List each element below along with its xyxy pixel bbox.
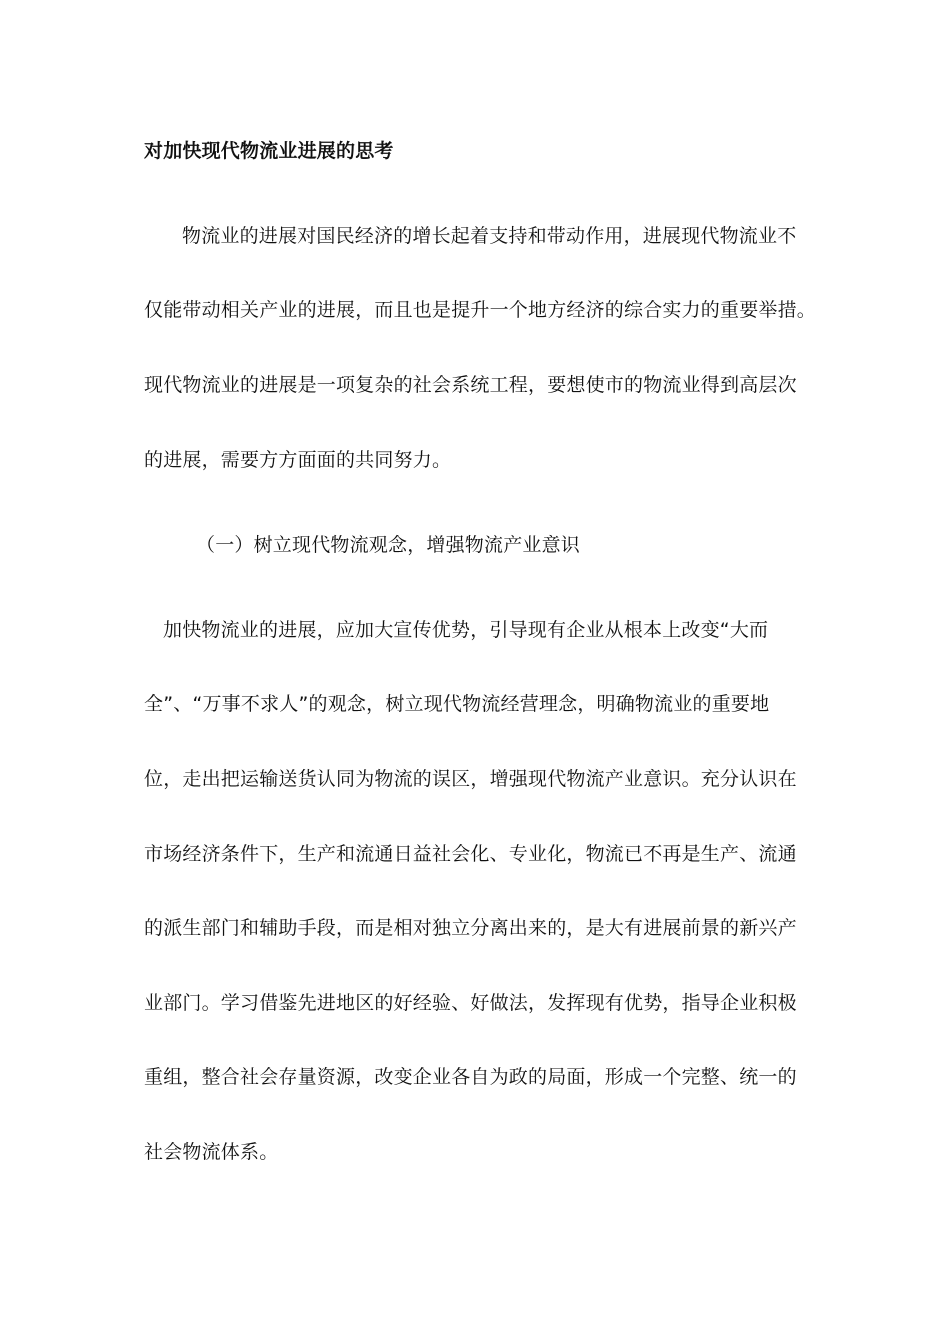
paragraph-line: 市场经济条件下，生产和流通日益社会化、专业化，物流已不再是生产、流通 — [144, 843, 797, 865]
paragraph-line: 加快物流业的进展，应加大宣传优势，引导现有企业从根本上改变“大而 — [163, 619, 769, 641]
paragraph-line: 全”、“万事不求人”的观念，树立现代物流经营理念，明确物流业的重要地 — [144, 693, 770, 715]
section-heading: （一）树立现代物流观念，增强物流产业意识 — [196, 534, 581, 556]
paragraph-line: 重组，整合社会存量资源，改变企业各自为政的局面，形成一个完整、统一的 — [144, 1066, 797, 1088]
paragraph-line: 的派生部门和辅助手段，而是相对独立分离出来的，是大有进展前景的新兴产 — [144, 917, 797, 939]
paragraph-line: 物流业的进展对国民经济的增长起着支持和带动作用，进展现代物流业不 — [182, 225, 797, 247]
paragraph-line: 现代物流业的进展是一项复杂的社会系统工程，要想使市的物流业得到高层次 — [144, 374, 797, 396]
paragraph-line: 社会物流体系。 — [144, 1141, 279, 1163]
paragraph-line: 的进展，需要方方面面的共同努力。 — [144, 449, 452, 471]
document-title: 对加快现代物流业进展的思考 — [144, 140, 394, 162]
paragraph-line: 业部门。学习借鉴先进地区的好经验、好做法，发挥现有优势，指导企业积极 — [144, 992, 797, 1014]
paragraph-line: 仅能带动相关产业的进展，而且也是提升一个地方经济的综合实力的重要举措。 — [144, 299, 817, 321]
paragraph-line: 位，走出把运输送货认同为物流的误区，增强现代物流产业意识。充分认识在 — [144, 768, 797, 790]
